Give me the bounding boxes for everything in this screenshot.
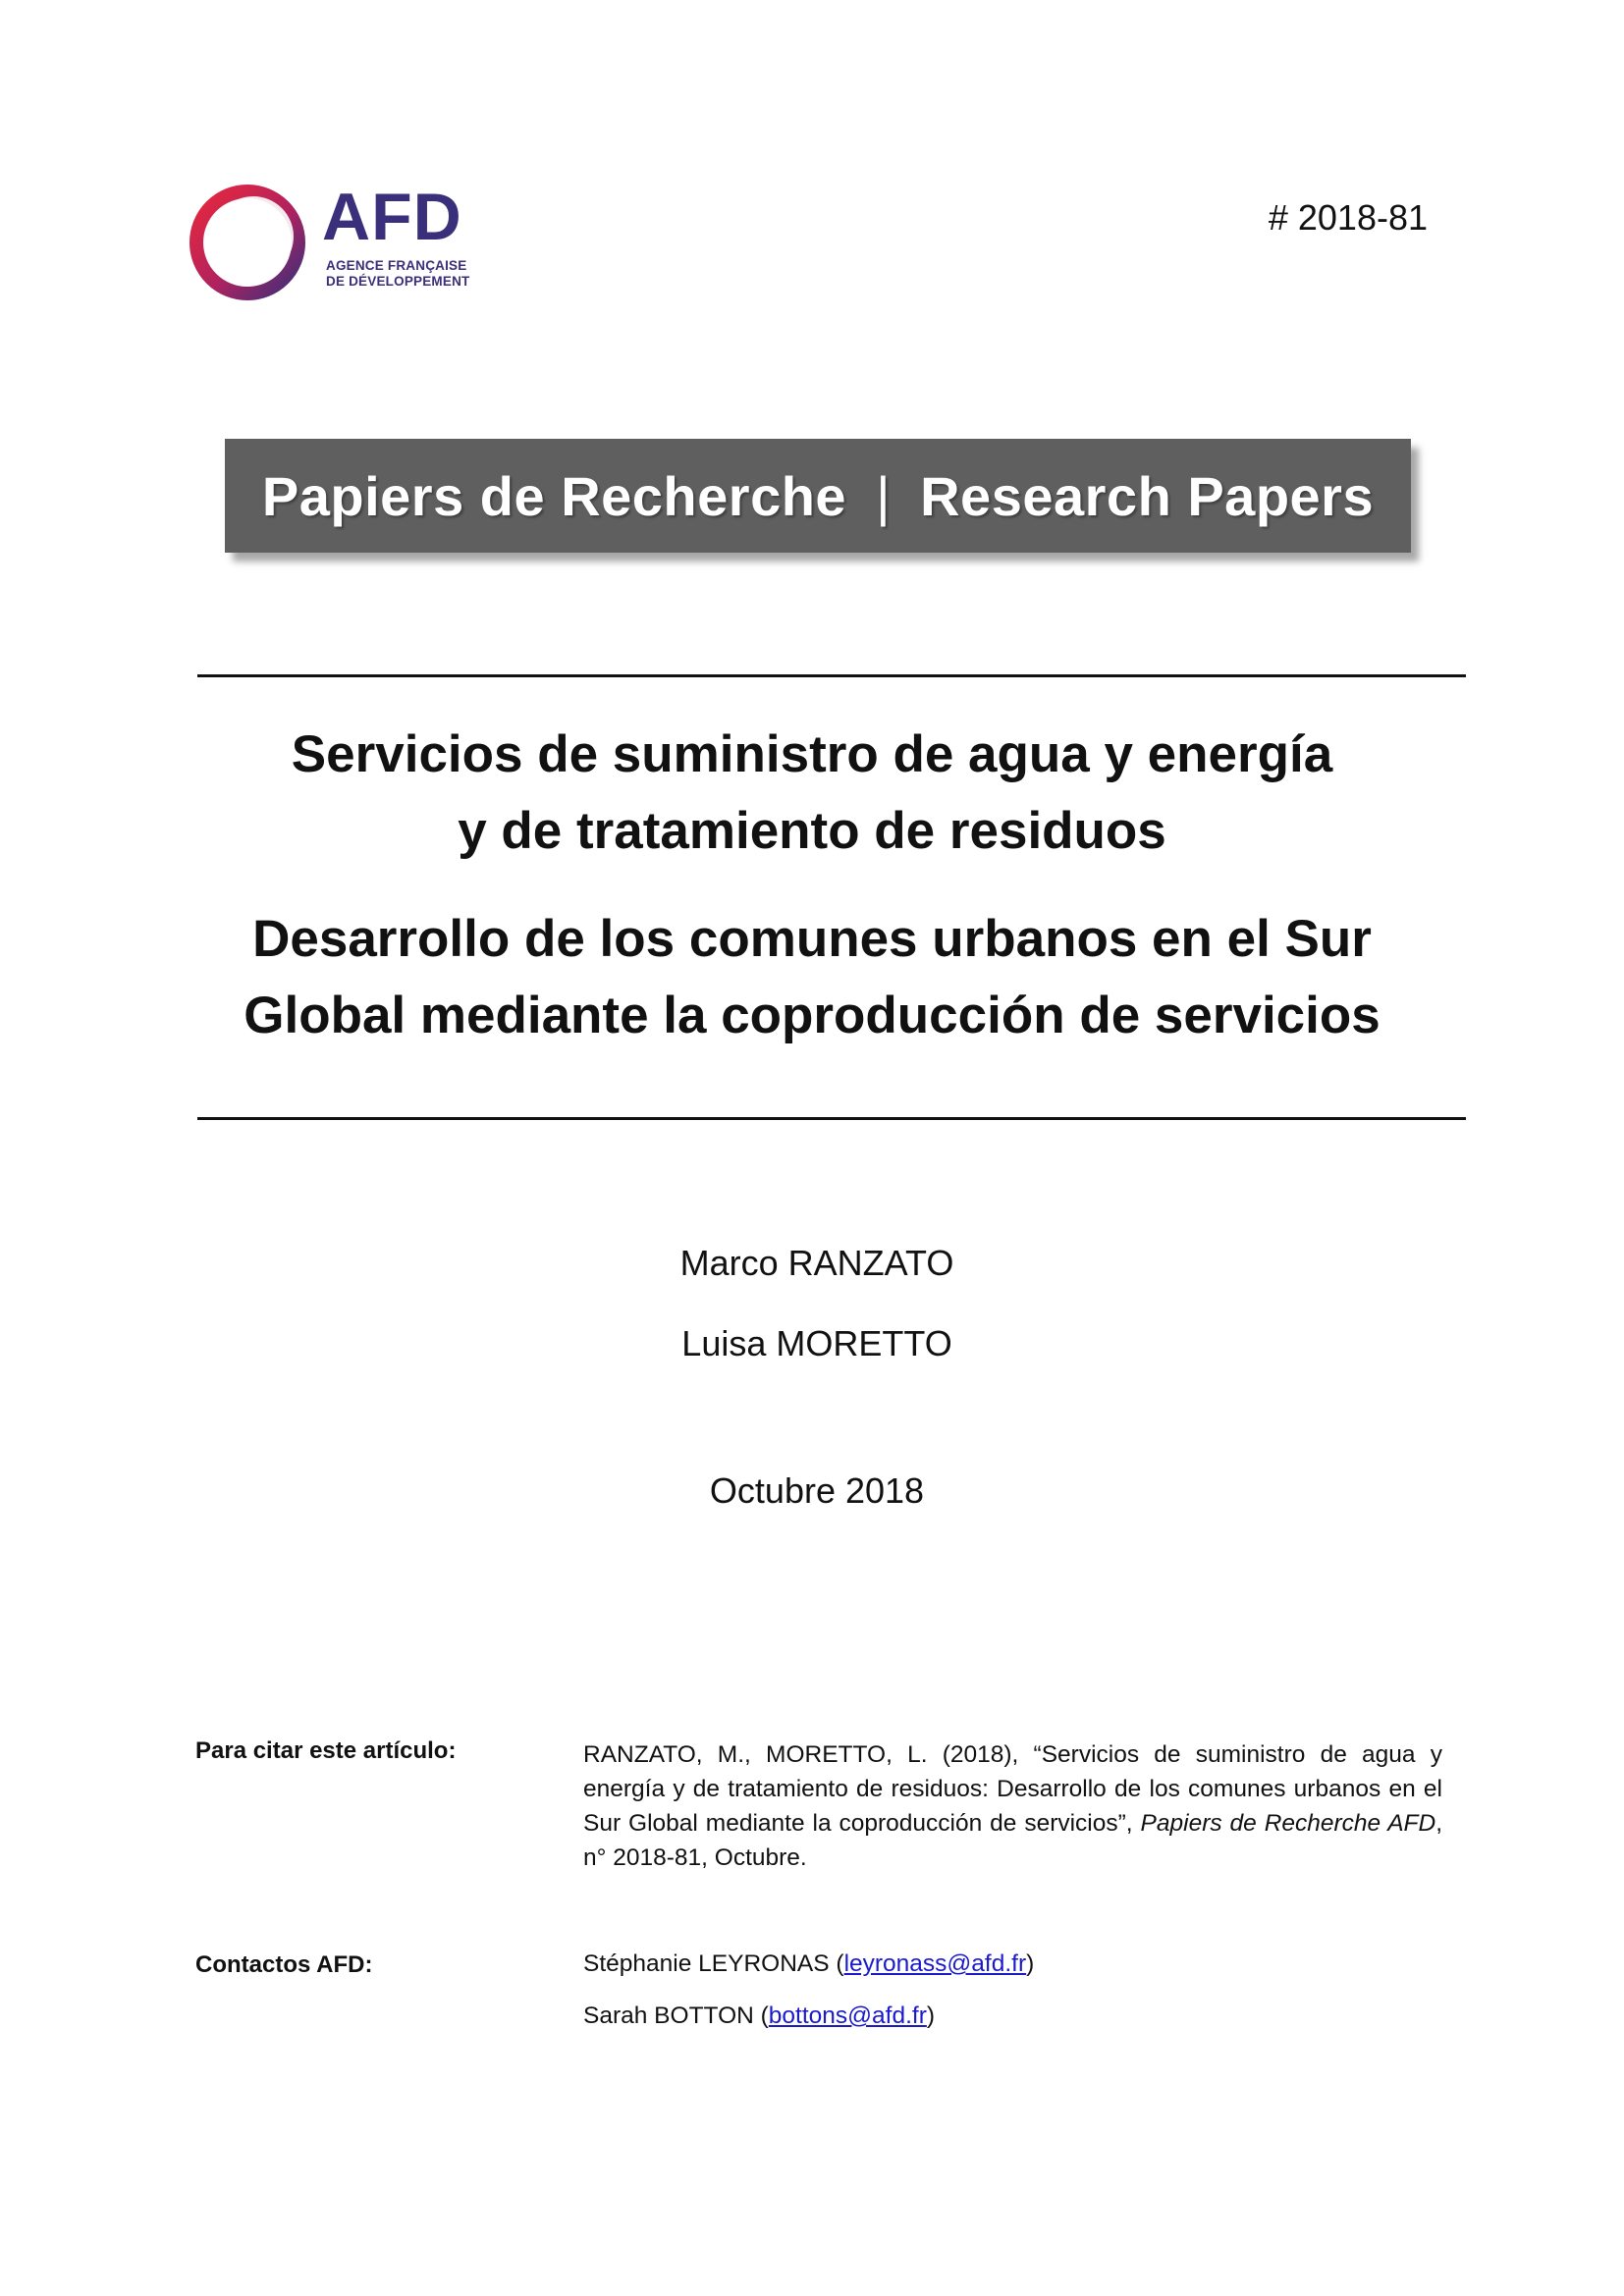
banner-separator: | xyxy=(876,464,892,527)
contact-name: Sarah BOTTON xyxy=(583,2002,754,2029)
contacts-label: Contactos AFD: xyxy=(195,1951,373,1978)
logo-subtitle xyxy=(326,258,493,290)
title-line1: Servicios de suministro de agua y energía xyxy=(291,725,1333,783)
banner-left-text: Papiers de Recherche xyxy=(261,464,847,527)
document-number: # 2018-81 xyxy=(1268,197,1428,238)
contact-item: Stéphanie LEYRONAS (leyronass@afd.fr) xyxy=(583,1950,1035,1977)
subtitle-line1: Desarrollo de los comunes urbanos en el Sur xyxy=(252,910,1372,968)
contact-email-link[interactable]: bottons@afd.fr xyxy=(768,2002,927,2029)
subtitle-line2: Global mediante la coproducción de servicios xyxy=(244,987,1380,1044)
contact-name: Stéphanie LEYRONAS xyxy=(583,1950,830,1977)
banner-right-text: Research Papers xyxy=(920,464,1375,527)
citation-main: RANZATO, M., MORETTO, L. (2018), “Servicios de suministro de agua y energía y de tratamiento de residuos: Desarrollo de los comunes urbanos en el Sur Global mediante la coproducción de servicios”, xyxy=(583,1741,1442,1837)
citation-journal: Papiers de Recherche AFD xyxy=(1140,1810,1436,1837)
author-2: Luisa MORETTO xyxy=(681,1323,952,1363)
bottom-divider xyxy=(197,1117,1466,1120)
logo-subtitle-line2: DE DÉVELOPPEMENT xyxy=(326,274,470,289)
publication-date: Octubre 2018 xyxy=(709,1470,925,1511)
series-banner xyxy=(225,439,1411,553)
logo-subtitle-line1: AGENCE FRANÇAISE xyxy=(326,258,467,273)
page-title xyxy=(147,717,1477,870)
logo-name: AFD xyxy=(322,180,462,254)
citation-text xyxy=(583,1737,1442,1875)
contact-email-link[interactable]: leyronass@afd.fr xyxy=(843,1950,1027,1977)
citation-end: , n° 2018-81, Octubre. xyxy=(583,1810,1443,1871)
author-1: Marco RANZATO xyxy=(679,1243,954,1283)
contact-item: Sarah BOTTON (bottons@afd.fr) xyxy=(583,2002,936,2029)
title-line2: y de tratamiento de residuos xyxy=(458,802,1166,860)
citation-label: Para citar este artículo: xyxy=(195,1737,457,1764)
top-divider xyxy=(197,674,1466,677)
afd-ring-icon xyxy=(187,182,314,309)
page-subtitle xyxy=(147,901,1477,1054)
afd-logo xyxy=(187,182,481,309)
